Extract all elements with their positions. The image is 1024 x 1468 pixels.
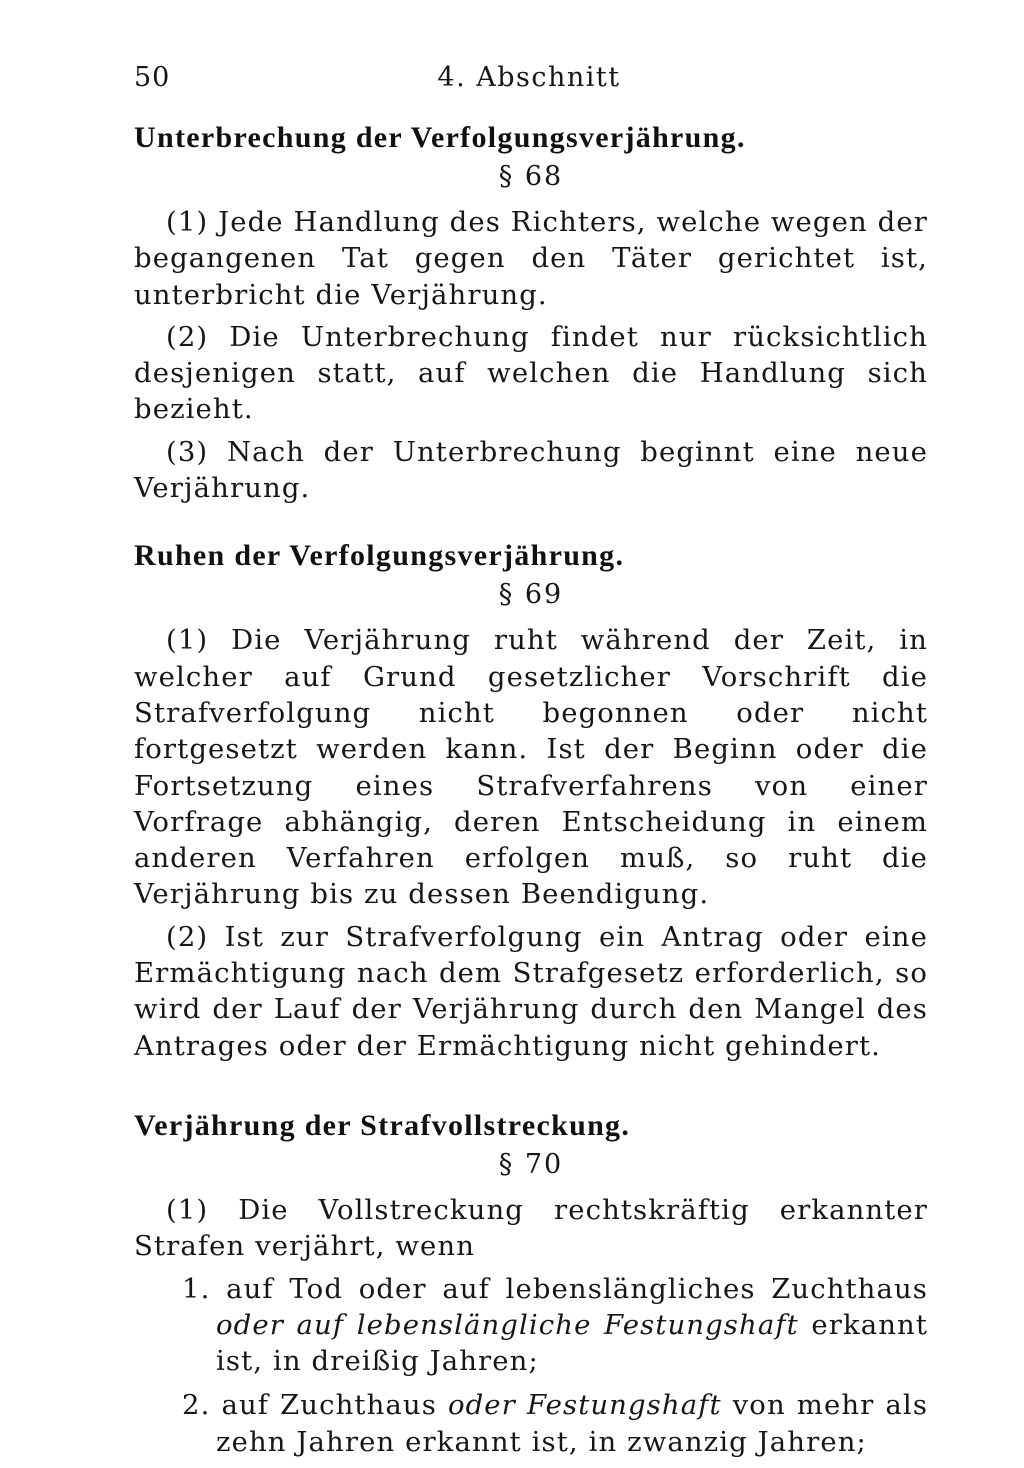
section-number: § 70 xyxy=(498,1148,564,1180)
chapter-title: 4. Abschnitt xyxy=(437,62,621,93)
paragraph: (2) Ist zur Strafverfolgung ein Antrag oder eine Ermächtigung nach dem Strafgesetz erforderlich, so wird der Lauf der Verjährung durch den Mangel des Antrages oder der Ermächtigung nicht gehindert. xyxy=(134,920,928,1062)
section-number: § 69 xyxy=(498,579,564,611)
paragraph: (1) Die Verjährung ruht während der Zeit, in welcher auf Grund gesetzlicher Vorschrift die Strafverfolgung nicht begonnen oder nicht fortgesetzt werden kann. Ist der Beginn oder die Fortsetzung eines Strafverfahrens von einer Vorfrage abhängig, deren Entscheidung in einem anderen Verfahren erfolgen muß, so ruht die Verjährung bis zu dessen Beendigung. xyxy=(134,624,928,911)
list-item xyxy=(134,1271,928,1380)
list-text: erkannt ist, in dreißig Jahren; xyxy=(216,1308,928,1378)
paragraph: (1) Die Vollstreckung rechtskräftig erkannter Strafen verjährt, wenn xyxy=(134,1193,928,1263)
list-marker: 2. xyxy=(182,1389,211,1422)
list-text: auf Zuchthaus xyxy=(221,1389,437,1422)
list-text-italic: oder auf lebenslängliche Festungshaft xyxy=(216,1308,799,1341)
list-text: von mehr als zehn Jahren erkannt ist, in zwanzig Jahren; xyxy=(216,1389,929,1458)
section-title: Verjährung der Strafvollstreckung. xyxy=(134,1108,631,1142)
section-69 xyxy=(134,536,928,1064)
list-item xyxy=(134,1387,928,1460)
running-head xyxy=(134,62,924,102)
list-text-italic: oder Festungshaft xyxy=(447,1389,722,1422)
paragraph: (2) Die Unterbrechung findet nur rücksichtlich desjenigen statt, auf welchen die Handlung sich bezieht. xyxy=(134,320,928,426)
section-title: Unterbrechung der Verfolgungsverjährung. xyxy=(134,121,746,154)
section-68 xyxy=(134,118,928,506)
paragraph: (1) Jede Handlung des Richters, welche wegen der begangenen Tat gegen den Täter gerichtet ist, unterbricht die Verjährung. xyxy=(134,206,928,311)
list-marker: 1. xyxy=(182,1272,211,1305)
spacer xyxy=(134,1070,928,1106)
section-number: § 68 xyxy=(498,161,564,192)
page-content xyxy=(134,118,928,1468)
numbered-list xyxy=(134,1271,928,1460)
spacer xyxy=(134,512,928,536)
section-title: Ruhen der Verfolgungsverjährung. xyxy=(134,539,625,573)
page-number: 50 xyxy=(134,62,171,93)
paragraph: (3) Nach der Unterbrechung beginnt eine neue Verjährung. xyxy=(134,435,928,505)
section-70 xyxy=(134,1106,928,1460)
list-text: auf Tod oder auf lebenslängliches Zuchthaus xyxy=(226,1272,929,1305)
